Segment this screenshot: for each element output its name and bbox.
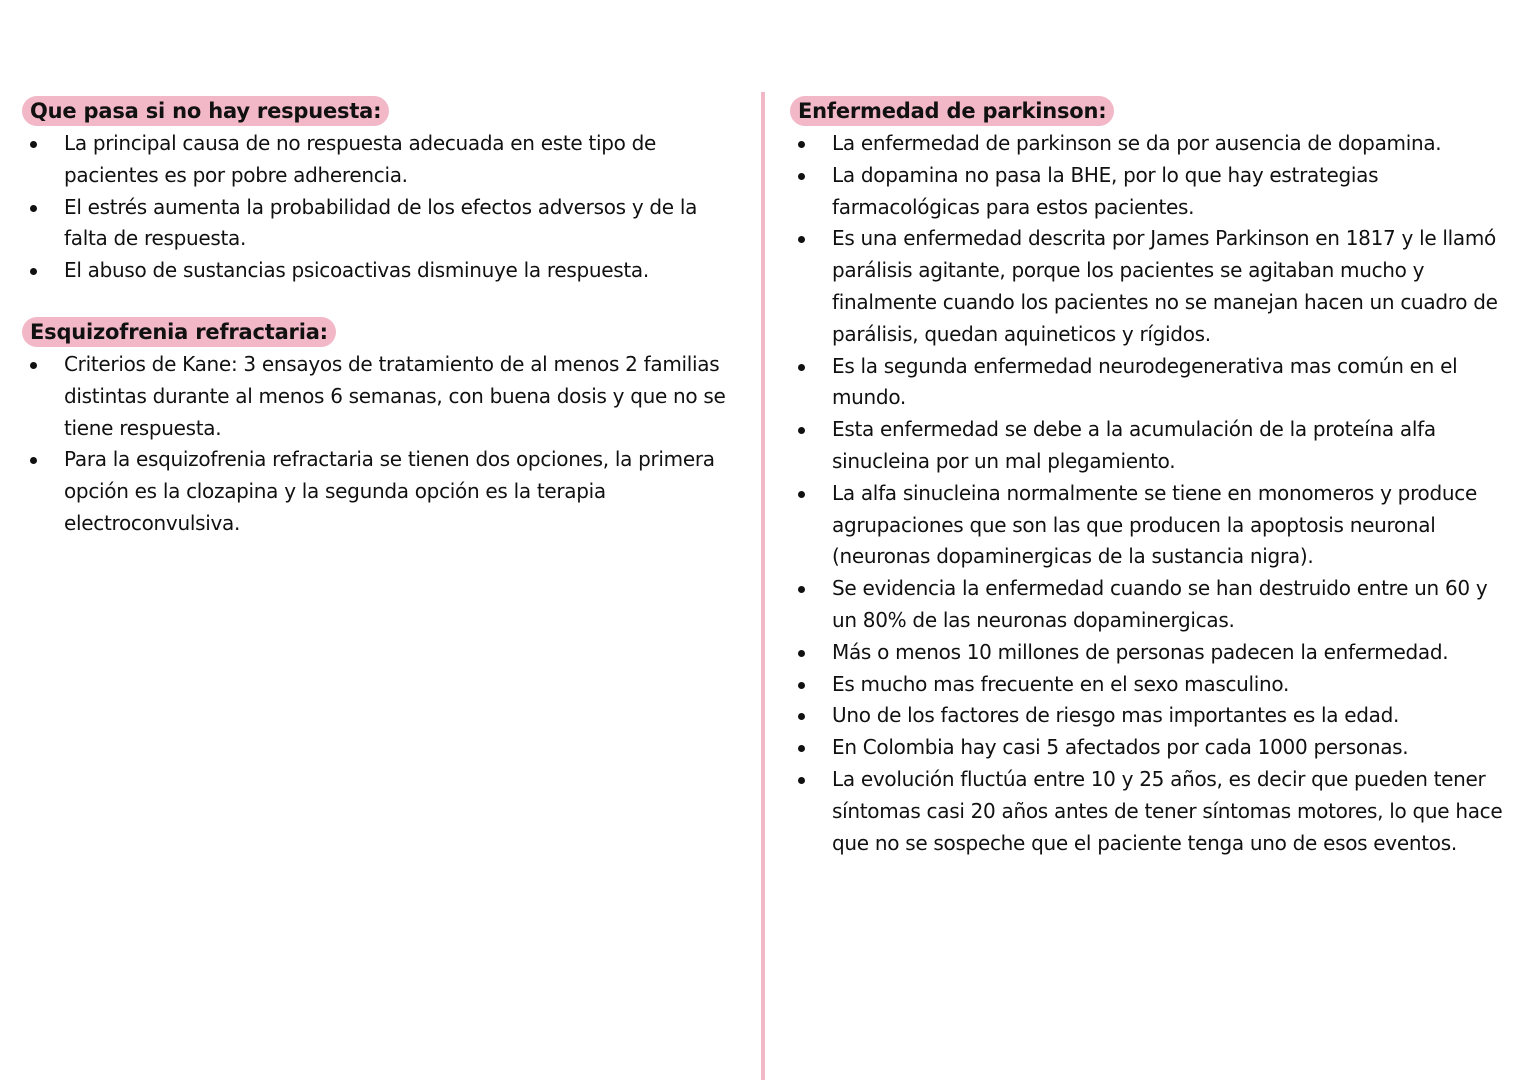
list-item-text: La enfermedad de parkinson se da por ausencia de dopamina. (832, 131, 1442, 155)
bullet-icon (798, 427, 805, 434)
bullet-icon (798, 586, 805, 593)
list-item (22, 255, 742, 287)
list-item-text: Es una enfermedad descrita por James Parkinson en 1817 y le llamó parálisis agitante, porque los pacientes se agitaban mucho y finalmente cuando los pacientes no se manejan hacen un cuadro de parálisis, quedan aquineticos y rígidos. (832, 226, 1498, 346)
list-item-text: Es mucho mas frecuente en el sexo masculino. (832, 671, 1290, 696)
bullet-icon (798, 236, 805, 243)
section-heading: Enfermedad de parkinson: (790, 96, 1114, 126)
bullet-list (790, 128, 1510, 859)
bullet-icon (30, 205, 37, 212)
bullet-icon (798, 713, 805, 720)
list-item (790, 414, 1510, 478)
list-item-text: La principal causa de no respuesta adecuada en este tipo de pacientes es por pobre adherencia. (64, 131, 657, 187)
bullet-icon (798, 173, 805, 180)
section-parkinson (790, 96, 1510, 859)
list-item-text: Criterios de Kane: 3 ensayos de tratamiento de al menos 2 familias distintas durante al menos 6 semanas, con buena dosis y que no se tiene respuesta. (64, 351, 726, 440)
list-item (22, 349, 742, 444)
list-item (790, 700, 1510, 732)
bullet-list (22, 128, 742, 287)
list-item (22, 192, 742, 256)
list-item-text: Para la esquizofrenia refractaria se tienen dos opciones, la primera opción es la clozapina y la segunda opción es la terapia electroconvulsiva. (64, 447, 715, 535)
list-item-text: La dopamina no pasa la BHE, por lo que hay estrategias farmacológicas para estos pacientes. (832, 162, 1379, 219)
bullet-icon (798, 364, 805, 371)
list-item (790, 351, 1510, 415)
bullet-icon (30, 457, 37, 464)
section-que-pasa (22, 96, 742, 287)
list-item (22, 444, 742, 539)
left-column (22, 96, 742, 540)
section-esquizofrenia-refractaria (22, 317, 742, 540)
list-item-text: Uno de los factores de riesgo mas importantes es la edad. (832, 703, 1400, 728)
list-item (790, 160, 1510, 224)
bullet-icon (798, 650, 805, 657)
list-item (790, 223, 1510, 350)
bullet-icon (30, 362, 37, 369)
bullet-icon (798, 141, 805, 148)
list-item (790, 732, 1510, 764)
list-item-text: La alfa sinucleina normalmente se tiene en monomeros y produce agrupaciones que son las que producen la apoptosis neuronal (neuronas dopaminergicas de la sustancia nigra). (832, 480, 1477, 569)
list-item (790, 669, 1510, 701)
list-item-text: El estrés aumenta la probabilidad de los efectos adversos y de la falta de respuesta. (64, 194, 698, 251)
section-heading: Esquizofrenia refractaria: (22, 317, 336, 347)
list-item-text: Es la segunda enfermedad neurodegenerativa mas común en el mundo. (832, 353, 1458, 410)
list-item (22, 128, 742, 192)
list-item (790, 128, 1510, 160)
list-item-text: Se evidencia la enfermedad cuando se han destruido entre un 60 y un 80% de las neuronas dopaminergicas. (832, 576, 1488, 632)
list-item (790, 478, 1510, 573)
bullet-icon (798, 491, 805, 498)
right-column (790, 96, 1510, 859)
list-item-text: La evolución fluctúa entre 10 y 25 años, es decir que pueden tener síntomas casi 20 años antes de tener síntomas motores, lo que hace que no se sospeche que el paciente tenga uno de esos eventos. (832, 766, 1503, 855)
list-item (790, 637, 1510, 669)
bullet-list (22, 349, 742, 540)
section-heading: Que pasa si no hay respuesta: (22, 96, 389, 126)
bullet-icon (798, 682, 805, 689)
bullet-icon (30, 268, 37, 275)
bullet-icon (798, 777, 805, 784)
bullet-icon (30, 141, 37, 148)
list-item-text: Más o menos 10 millones de personas padecen la enfermedad. (832, 639, 1449, 664)
list-item-text: Esta enfermedad se debe a la acumulación de la proteína alfa sinucleina por un mal plegamiento. (832, 417, 1436, 473)
list-item-text: En Colombia hay casi 5 afectados por cada 1000 personas. (832, 735, 1409, 760)
list-item (790, 573, 1510, 637)
list-item (790, 764, 1510, 859)
list-item-text: El abuso de sustancias psicoactivas disminuye la respuesta. (64, 258, 649, 283)
column-divider (761, 92, 765, 1080)
bullet-icon (798, 745, 805, 752)
